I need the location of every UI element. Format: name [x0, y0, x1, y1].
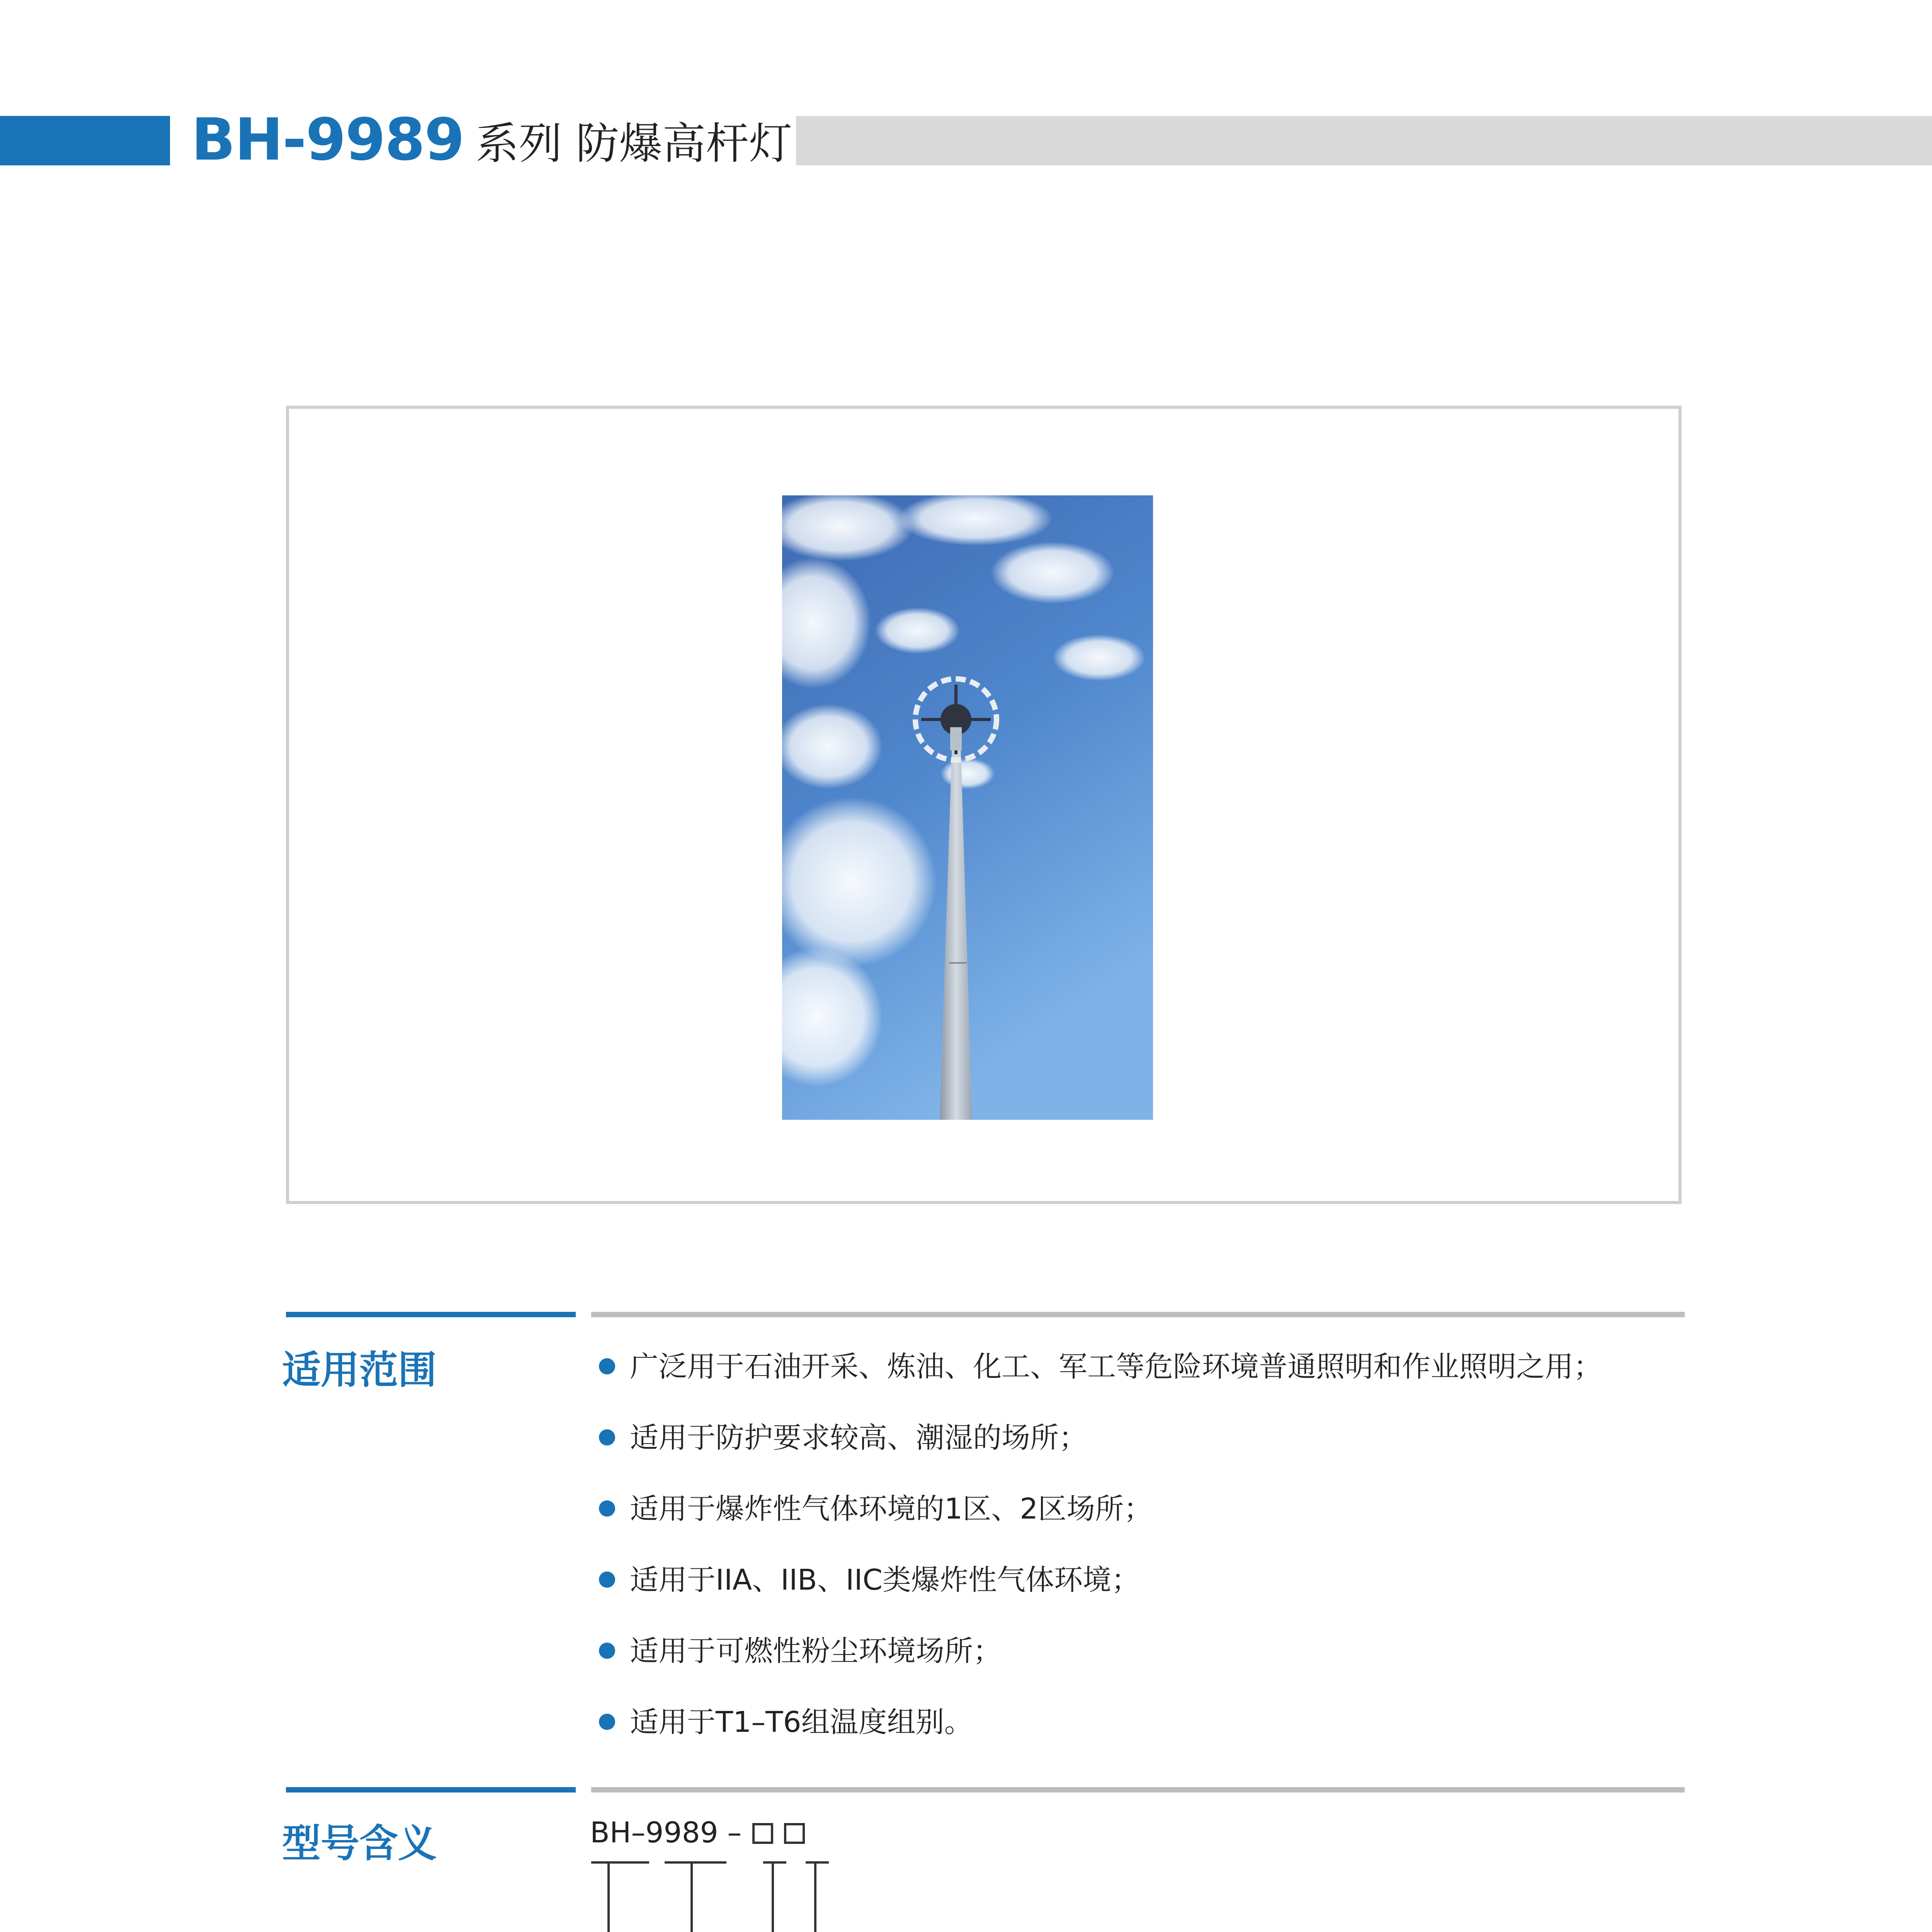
list-item-text: 广泛用于石油开采、炼油、化工、军工等危险环境普通照明和作业照明之用； [630, 1350, 1602, 1383]
model-number: BH-9989 [191, 106, 464, 173]
header-gray-bar [796, 116, 1932, 165]
model-code [590, 1816, 805, 1849]
model-code-prefix: BH–9989 – [590, 1816, 742, 1849]
list-item-text: 适用于防护要求较高、潮湿的场所； [630, 1421, 1087, 1454]
list-item [599, 1687, 1602, 1758]
list-item [599, 1544, 1602, 1616]
list-item [599, 1616, 1602, 1687]
section-application-title: 适用范围 [282, 1347, 437, 1393]
bullet-dot-icon [599, 1643, 615, 1659]
list-item [599, 1473, 1602, 1544]
section-application-blue-line [286, 1312, 576, 1317]
application-list [599, 1331, 1602, 1758]
section-model-blue-line [286, 1787, 576, 1793]
list-item-text: 适用于T1–T6组温度组别。 [630, 1706, 973, 1739]
list-item-text: 适用于爆炸性气体环境的1区、2区场所； [630, 1492, 1153, 1526]
code-box-1 [752, 1823, 773, 1844]
section-application-gray-line [591, 1312, 1685, 1317]
list-item-text: 适用于可燃性粉尘环境场所； [630, 1634, 1002, 1668]
bullet-dot-icon [599, 1500, 615, 1517]
page-title [191, 105, 792, 175]
product-subtitle: 系列 防爆高杆灯 [475, 118, 793, 169]
list-item [599, 1402, 1602, 1473]
list-item-text: 适用于IIA、IIB、IIC类爆炸性气体环境； [630, 1563, 1140, 1597]
bullet-dot-icon [599, 1571, 615, 1588]
section-model-title: 型号含义 [282, 1821, 437, 1866]
list-item [599, 1331, 1602, 1402]
bullet-dot-icon [599, 1714, 615, 1730]
bullet-dot-icon [599, 1429, 615, 1446]
product-photo [782, 495, 1153, 1120]
section-model-gray-line [591, 1787, 1685, 1793]
bullet-dot-icon [599, 1358, 615, 1374]
header-blue-bar [0, 116, 170, 165]
code-box-2 [784, 1823, 805, 1844]
